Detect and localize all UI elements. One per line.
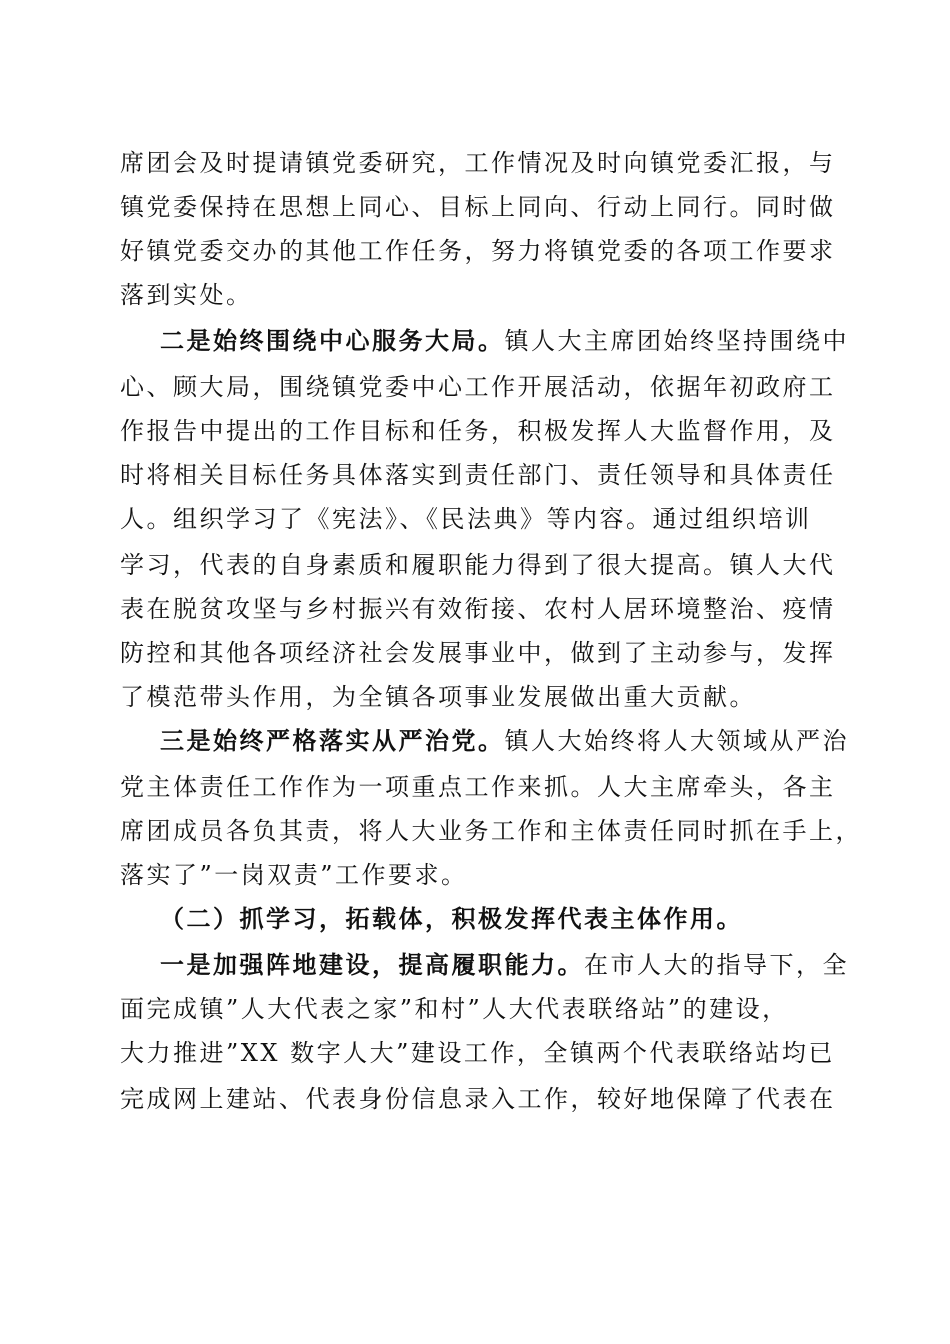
text-run: 镇人大主席团始终坚持围绕中 xyxy=(504,327,849,355)
text-run: 党主体责任工作作为一项重点工作来抓。人大主席牵头，各主 xyxy=(120,773,836,801)
paragraph-heading-line xyxy=(160,950,872,980)
text-line xyxy=(120,1084,836,1114)
text-run: 镇党委保持在思想上同心、目标上同向、行动上同行。同时做 xyxy=(120,193,836,221)
text-run: 席团会及时提请镇党委研究，工作情况及时向镇党委汇报，与 xyxy=(120,149,836,177)
text-line xyxy=(120,1038,835,1068)
text-run: 时将相关目标任务具体落实到责任部门、责任领导和具体责任 xyxy=(120,461,836,489)
text-line xyxy=(120,772,836,802)
paragraph-lead: 二是始终围绕中心服务大局。 xyxy=(160,326,505,355)
text-run: 好镇党委交办的其他工作任务，努力将镇党委的各项工作要求 xyxy=(120,237,836,265)
text-line xyxy=(120,594,836,624)
text-run: 学习，代表的自身素质和履职能力得到了很大提高。镇人大代 xyxy=(120,551,836,579)
text-line xyxy=(120,550,836,580)
text-line xyxy=(120,994,832,1024)
text-line xyxy=(120,148,836,178)
paragraph-heading-line xyxy=(160,326,872,356)
text-run: 作报告中提出的工作目标和任务，积极发挥人大监督作用，及 xyxy=(120,417,836,445)
text-run: 大力推进”XX 数字人大”建设工作，全镇两个代表联络站均已 xyxy=(120,1039,835,1067)
text-run: 席团成员各负其责，将人大业务工作和主体责任同时抓在手上， xyxy=(120,817,862,845)
text-run: 完成网上建站、代表身份信息录入工作，较好地保障了代表在 xyxy=(120,1085,836,1113)
text-run: 落到实处。 xyxy=(120,281,253,309)
text-run: 心、顾大局，围绕镇党委中心工作开展活动，依据年初政府工 xyxy=(120,373,836,401)
text-line xyxy=(120,860,832,890)
text-run: 镇人大始终将人大领域从严治 xyxy=(504,727,849,755)
text-line xyxy=(120,236,836,266)
paragraph-lead: 三是始终严格落实从严治党。 xyxy=(160,726,505,755)
text-run: 人。组织学习了《宪法》、《民法典》等内容。通过组织培训 xyxy=(120,505,812,533)
section-heading-text: （二）抓学习，拓载体，积极发挥代表主体作用。 xyxy=(160,904,743,933)
text-run: 防控和其他各项经济社会发展事业中，做到了主动参与，发挥 xyxy=(120,639,836,667)
text-run: 表在脱贫攻坚与乡村振兴有效衔接、农村人居环境整治、疫情 xyxy=(120,595,836,623)
text-line xyxy=(120,504,832,534)
text-line xyxy=(120,460,836,490)
text-run: 面完成镇”人大代表之家”和村”人大代表联络站”的建设， xyxy=(120,995,789,1023)
text-line xyxy=(120,416,836,446)
text-line xyxy=(120,682,832,712)
section-heading xyxy=(160,904,872,934)
text-run: 落实了”一岗双责”工作要求。 xyxy=(120,861,468,889)
text-line xyxy=(120,372,836,402)
paragraph-lead: 一是加强阵地建设，提高履职能力。 xyxy=(160,950,584,979)
text-run: 了模范带头作用，为全镇各项事业发展做出重大贡献。 xyxy=(120,683,756,711)
text-run: 在市人大的指导下，全 xyxy=(584,951,849,979)
paragraph-heading-line xyxy=(160,726,872,756)
text-line xyxy=(120,192,836,222)
text-line xyxy=(120,280,832,310)
text-line xyxy=(120,638,836,668)
text-line xyxy=(120,816,862,846)
